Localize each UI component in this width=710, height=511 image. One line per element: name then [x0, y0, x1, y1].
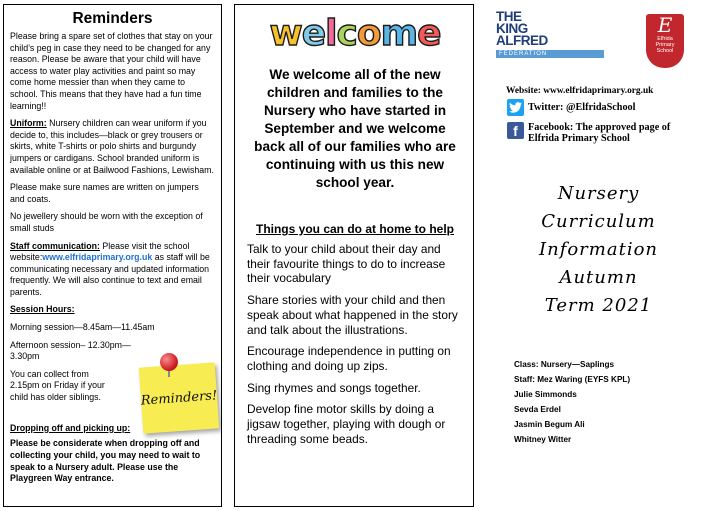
staff-communication-heading: Staff communication:	[10, 240, 100, 251]
website-link[interactable]: www.elfridaprimary.org.uk	[42, 252, 153, 263]
afternoon-session: Afternoon session– 12.30pm—3.30pm	[10, 339, 131, 362]
staff-line: Staff: Mez Waring (EYFS KPL)	[514, 375, 631, 384]
welcome-letter: e	[417, 13, 441, 54]
twitter-row[interactable]	[507, 99, 635, 116]
cover-title-line: Information	[538, 239, 659, 260]
crest-letter: E	[657, 13, 673, 37]
dropping-off-heading: Dropping off and picking up:	[10, 422, 131, 433]
welcome-letter: l	[325, 13, 337, 54]
tip-item: Sing rhymes and songs together.	[247, 380, 421, 395]
push-pin-icon	[160, 353, 178, 371]
federation-logo-bar: FEDERATION	[496, 50, 604, 58]
crest-text: Elfrida	[657, 36, 673, 42]
tip-item: Share stories with your child and then speak about what happened in the story and talk about the illustrations.	[247, 293, 458, 337]
staff-communication-paragraph	[10, 241, 215, 299]
uniform-paragraph	[10, 118, 215, 176]
twitter-handle: Twitter: @ElfridaSchool	[528, 102, 636, 113]
cover-title-line: Nursery	[557, 183, 640, 204]
session-hours-heading: Session Hours:	[10, 304, 75, 315]
crest-text: School	[656, 48, 674, 54]
collect-text: You can collect from 2.15pm on Friday if your child has older siblings.	[10, 368, 105, 403]
welcome-intro: We welcome all of the new children and families to the Nursery who have started in September and we welcome back all of our families who are continuing with us this new school year.	[254, 67, 456, 190]
welcome-letter: o	[356, 13, 381, 54]
federation-logo	[496, 11, 604, 58]
welcome-letter: c	[336, 13, 357, 54]
facebook-icon: f	[507, 122, 524, 139]
staff-communication-pre: Please visit the school website:	[10, 240, 190, 263]
uniform-heading: Uniform:	[10, 118, 47, 129]
federation-logo-line: KING	[496, 21, 528, 36]
cover-title-line: Autumn	[559, 267, 638, 288]
sticky-note-text: Reminders!	[140, 387, 218, 408]
tip-item: Talk to your child about their day and their favourite things to do to increase their vocabulary	[247, 242, 446, 286]
staff-line: Whitney Witter	[514, 435, 572, 444]
facebook-text: Facebook: The approved page of Elfrida Primary School	[528, 122, 671, 144]
welcome-panel	[234, 4, 474, 507]
cover-title	[490, 180, 707, 320]
website-text[interactable]: Website: www.elfridaprimary.org.uk	[506, 86, 654, 96]
staff-line: Class: Nursery—Saplings	[514, 360, 615, 369]
federation-logo-line: ALFRED	[496, 33, 548, 48]
names-text: Please make sure names are written on jumpers and coats.	[10, 182, 199, 204]
sticky-note	[139, 362, 219, 433]
dropping-off-text: Please be considerate when dropping off and collecting your child, you may need to wait to speak to a Nursery adult. Please use the Playgreen Way entrance.	[10, 438, 201, 484]
welcome-letter: w	[269, 13, 302, 54]
welcome-letter: m	[380, 13, 418, 54]
staff-list	[514, 357, 630, 447]
reminders-panel	[3, 4, 222, 507]
tip-item: Encourage independence in putting on clothing and doing up zips.	[247, 344, 451, 373]
cover-title-line: Curriculum	[541, 211, 656, 232]
staff-communication-post: as staff will be communicating necessary and updated information frequently. We will also continue to text and email parents.	[10, 252, 210, 297]
crest-text: Primary	[655, 42, 675, 48]
cover-panel	[490, 4, 707, 507]
welcome-banner	[247, 13, 463, 54]
school-crest-icon	[646, 14, 684, 68]
twitter-icon	[507, 99, 524, 116]
spare-clothes-text: Please bring a spare set of clothes that stay on your child’s peg in case they need to be changed for any reason. Please be aware that your child will have access to water play activities and paint so may come home messier than when they came to school. This means that they have had a fun time learning!!	[10, 31, 213, 111]
facebook-row[interactable]	[507, 122, 698, 144]
things-heading: Things you can do at home to help	[255, 222, 454, 236]
staff-line: Sevda Erdel	[514, 405, 561, 414]
tip-item: Develop fine motor skills by doing a jigsaw together, playing with dough or threading some beads.	[247, 402, 446, 446]
federation-logo-line: THE	[496, 9, 522, 24]
staff-line: Julie Simmonds	[514, 390, 577, 399]
uniform-text: Nursery children can wear uniform if you decide to, this includes—black or grey trousers or skirts, white T-shirts or polo shirts and burgundy jumpers or cardigans. School branded uniform is available online or at Bailwood Fashions, Lewisham.	[10, 118, 214, 175]
morning-session: Morning session—8.45am—11.45am	[10, 322, 155, 333]
collect-row	[10, 368, 218, 429]
reminders-title: Reminders	[72, 10, 153, 27]
welcome-letter: e	[301, 13, 326, 54]
jewellery-text: No jewellery should be worn with the exception of small studs	[10, 211, 203, 233]
cover-title-line: Term 2021	[544, 295, 653, 316]
staff-line: Jasmin Begum Ali	[514, 420, 585, 429]
